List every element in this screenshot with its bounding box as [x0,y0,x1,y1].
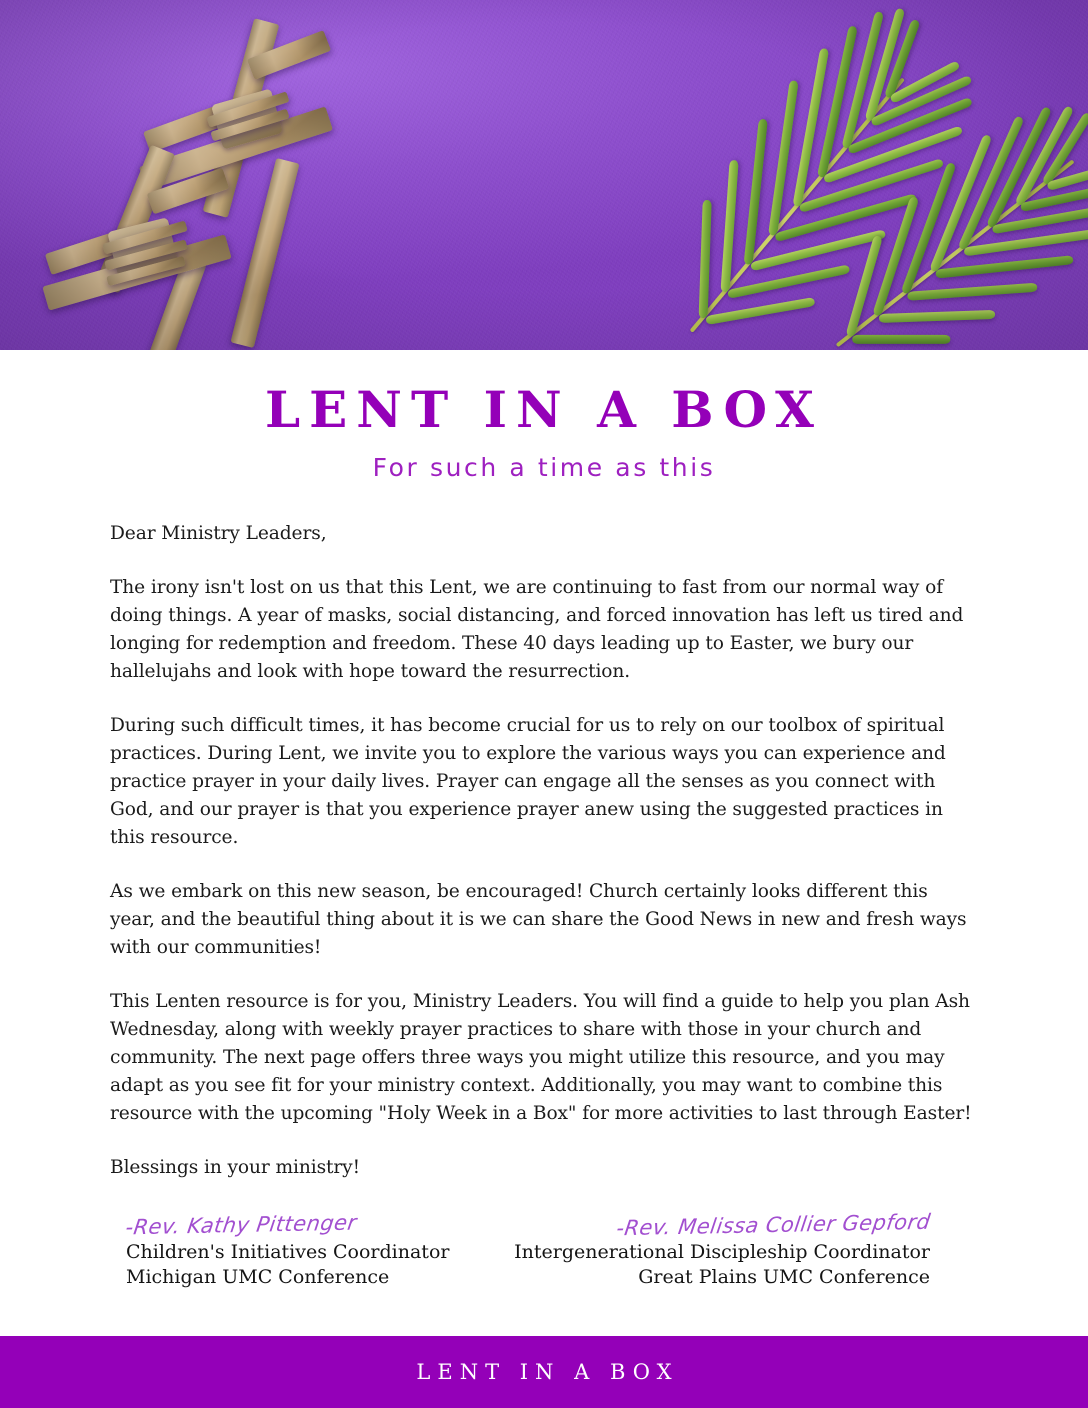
signature-org-kathy-pittenger: Michigan UMC Conference [126,1265,390,1288]
letter-paragraph-1: The irony isn't lost on us that this Lent, we are continuing to fast from our normal way of doing things. A year of masks, social distancing, and forced innovation has left us tired and longing for redemption and freedom. These 40 days leading up to Easter, we bury our hallelujahs and look with hope toward the resurrection. [110,576,964,682]
letter-closing: Blessings in your ministry! [110,1156,360,1178]
letter-body [110,482,978,1182]
signature-block [110,1182,978,1290]
signature-melissa-collier-gepford [514,1209,978,1290]
signature-role-kathy-pittenger: Children's Initiatives Coordinator [126,1240,450,1263]
header-image-band [0,0,1088,350]
letter-salutation: Dear Ministry Leaders, [110,522,327,544]
header-vignette [0,0,1088,350]
footer-bar [0,1336,1088,1408]
page-subtitle: For such a time as this [372,452,716,482]
signature-script-kathy-pittenger: -Rev. Kathy Pittenger [124,1210,359,1239]
page-title: LENT IN A BOX [265,380,823,439]
footer-title: LENT IN A BOX [416,1360,679,1384]
signature-role-melissa-collier-gepford: Intergenerational Discipleship Coordinator [514,1240,930,1263]
signature-script-melissa-collier-gepford: -Rev. Melissa Collier Gepford [615,1209,933,1240]
letter-paragraph-2: During such difficult times, it has become crucial for us to rely on our toolbox of spiritual practices. During Lent, we invite you to explore the various ways you can experience and practice prayer in your daily lives. Prayer can engage all the senses as you connect with God, and our prayer is that you experience prayer anew using the suggested practices in this resource. [110,714,946,848]
signature-kathy-pittenger [110,1210,514,1290]
letter-paragraph-3: As we embark on this new season, be encouraged! Church certainly looks different this year, and the beautiful thing about it is we can share the Good News in new and fresh ways with our communities! [110,880,967,958]
document-sheet [0,350,1088,1290]
signature-org-melissa-collier-gepford: Great Plains UMC Conference [638,1265,930,1288]
letter-paragraph-4: This Lenten resource is for you, Ministry Leaders. You will find a guide to help you plan Ash Wednesday, along with weekly prayer practices to share with those in your church and community. The next page offers three ways you might utilize this resource, and you may adapt as you see fit for your ministry context. Additionally, you may want to combine this resource with the upcoming "Holy Week in a Box" for more activities to last through Easter! [110,990,972,1124]
